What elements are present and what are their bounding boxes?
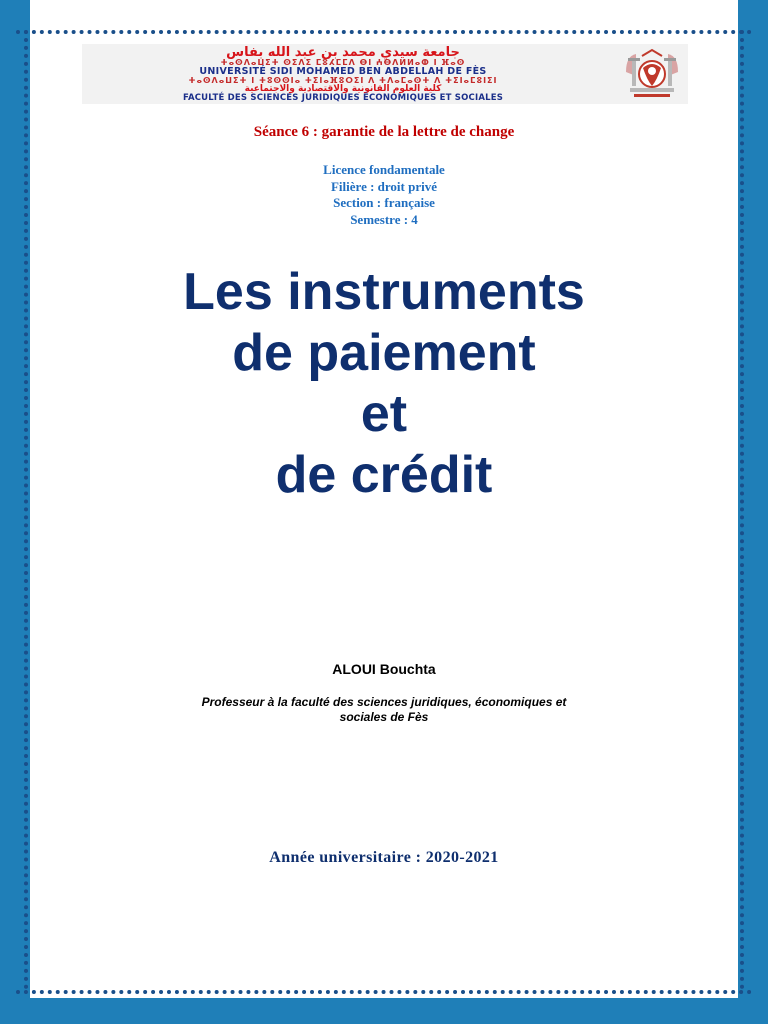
- title-line: Les instruments: [183, 263, 585, 321]
- university-name-block: [88, 46, 598, 102]
- academic-year: Année universitaire : 2020-2021: [269, 849, 499, 866]
- document-title: [0, 262, 768, 506]
- author-affiliation: [0, 695, 768, 725]
- bottom-border-band: [30, 998, 738, 1024]
- faculty-name-french: FACULTÉ DES SCIENCES JURIDIQUES ÉCONOMIQUES ET SOCIALES: [182, 92, 504, 103]
- section-label: Section : française: [333, 195, 435, 210]
- course-info: [0, 162, 768, 228]
- affiliation-line: sociales de Fès: [339, 710, 429, 724]
- top-dotted-border: [16, 30, 752, 34]
- licence-label: Licence fondamentale: [323, 162, 445, 177]
- author-name: ALOUI Bouchta: [332, 661, 436, 677]
- faculty-name-tifinagh: ⵜⴰⵙⴷⴰⵡⵉⵜ ⵏ ⵜⵓⵙⵙⵏⴰ ⵜⵉⵏⴰⴼⵓⵔⵉⵏ ⴷ ⵜⴷⴰⵎⴰⵙⵜ ⴷ ⵜⵉⵏⴰⵎⵓⵏⵉⵏ: [188, 75, 498, 85]
- faculty-name-arabic: كلية العلوم القانونية والاقتصادية والاجتماعية: [244, 83, 442, 94]
- university-banner: [82, 44, 688, 104]
- university-name-arabic: جامعة سيدي محمد بن عبد الله بفاس: [226, 45, 460, 60]
- title-line: de crédit: [275, 446, 493, 504]
- semestre-label: Semestre : 4: [350, 211, 418, 227]
- university-name-tifinagh: ⵜⴰⵙⴷⴰⵡⵉⵜ ⵙⵉⴷⵉ ⵎⵓⵃⵎⵎⴷ ⴱⵏ ⵄⴱⴷⵍⵍⴰⵀ ⵏ ⴼⴰⵙ: [220, 58, 466, 67]
- university-name-french: UNIVERSITÉ SIDI MOHAMED BEN ABDELLAH DE FÈS: [199, 66, 487, 77]
- affiliation-line: Professeur à la faculté des sciences juridiques, économiques et: [201, 695, 567, 709]
- title-line: de paiement: [232, 324, 536, 382]
- university-emblem-icon: [620, 46, 684, 102]
- title-line: et: [360, 385, 408, 443]
- filiere-label: Filière : droit privé: [330, 178, 438, 194]
- session-title: Séance 6 : garantie de la lettre de change: [253, 124, 515, 140]
- bottom-dotted-border: [16, 990, 752, 994]
